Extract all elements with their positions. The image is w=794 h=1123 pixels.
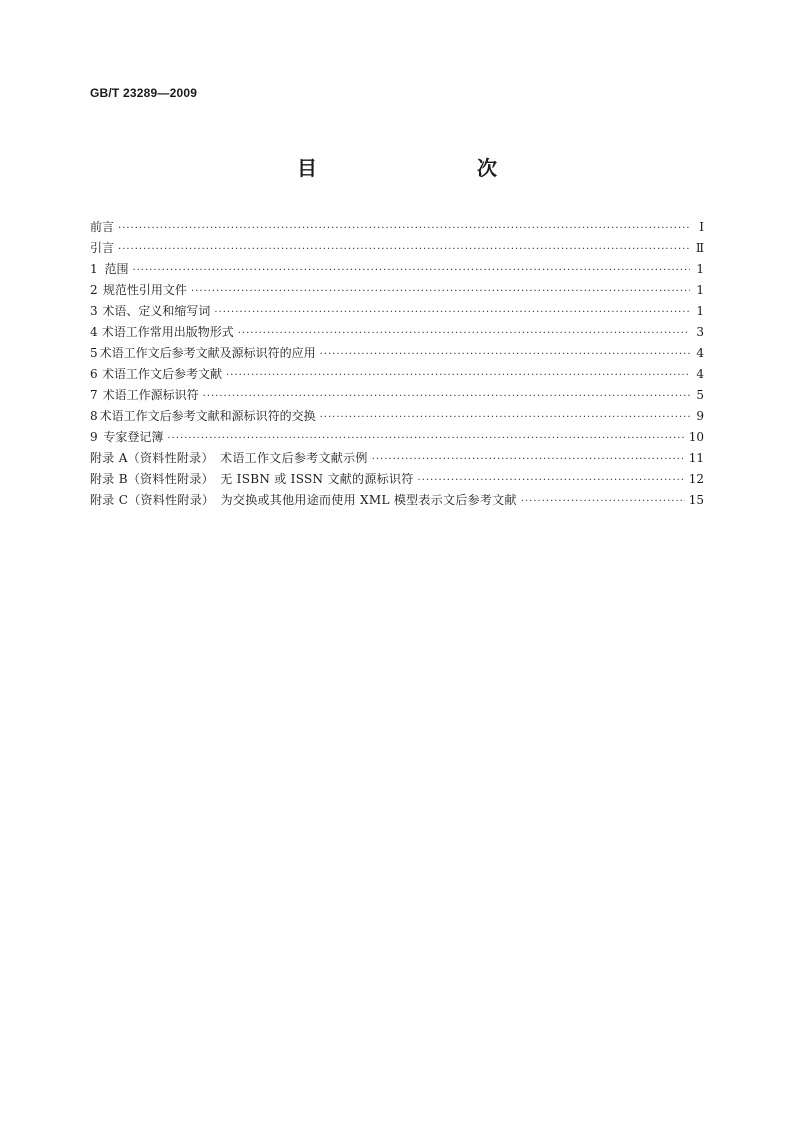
toc-entry-page: 9 [696, 409, 704, 423]
toc-entry-label: 附录 B（资料性附录） 无 ISBN 或 ISSN 文献的源标识符 [90, 472, 414, 486]
toc-entry-label: 术语工作文后参考文献及源标识符的应用 [99, 346, 316, 360]
toc-entry-bibliographic-references[interactable] [90, 364, 704, 385]
toc-leader-dots [191, 281, 690, 302]
toc-entry-expert-register[interactable] [90, 427, 704, 448]
toc-entry-label: 范围 [104, 262, 129, 276]
toc-entry-normative-references[interactable] [90, 280, 704, 301]
toc-entry-label: 前言 [90, 220, 115, 234]
toc-leader-dots [203, 386, 690, 407]
toc-entry-label: 术语工作常用出版物形式 [101, 325, 234, 339]
toc-leader-dots [320, 407, 690, 428]
toc-leader-dots [418, 470, 685, 491]
toc-entry-exchange[interactable] [90, 406, 704, 427]
toc-entry-label: 专家登记簿 [103, 430, 164, 444]
toc-entry-page: 1 [696, 262, 704, 276]
toc-entry-scope[interactable] [90, 259, 704, 280]
toc-entry-page: 1 [696, 304, 704, 318]
toc-entry-page: 15 [688, 493, 704, 507]
toc-leader-dots [320, 344, 690, 365]
toc-entry-label: 附录 C（资料性附录） 为交换或其他用途而使用 XML 模型表示文后参考文献 [90, 493, 517, 507]
toc-leader-dots [118, 239, 690, 260]
toc-entry-number: 3 [90, 304, 98, 318]
toc-entry-page: 1 [696, 283, 704, 297]
toc-entry-annex-b[interactable] [90, 469, 704, 490]
toc-entry-label: 术语工作文后参考文献和源标识符的交换 [99, 409, 316, 423]
toc-entry-page: 12 [688, 472, 704, 486]
toc-leader-dots [214, 302, 690, 323]
toc-entry-page: Ⅰ [699, 220, 704, 234]
toc-entry-introduction[interactable] [90, 238, 704, 259]
toc-entry-terms-definitions[interactable] [90, 301, 704, 322]
toc-entry-source-identifiers[interactable] [90, 385, 704, 406]
toc-entry-number: 4 [90, 325, 98, 339]
toc-leader-dots [521, 491, 685, 512]
toc-entry-page: Ⅱ [695, 241, 704, 255]
table-of-contents [90, 217, 704, 511]
toc-entry-annex-c[interactable] [90, 490, 704, 511]
toc-entry-number: 9 [90, 430, 98, 444]
standard-id-header: GB/T 23289—2009 [90, 86, 198, 100]
toc-entry-number: 1 [90, 262, 98, 276]
toc-entry-label: 术语、定义和缩写词 [102, 304, 211, 318]
toc-entry-page: 10 [688, 430, 704, 444]
toc-entry-label: 术语工作文后参考文献 [102, 367, 223, 381]
toc-entry-page: 4 [696, 346, 704, 360]
toc-entry-number: 6 [90, 367, 98, 381]
toc-entry-label: 引言 [90, 241, 115, 255]
toc-entry-page: 11 [688, 451, 704, 465]
toc-entry-application[interactable] [90, 343, 704, 364]
toc-leader-dots [167, 428, 684, 449]
toc-entry-label: 术语工作源标识符 [102, 388, 199, 402]
toc-entry-number: 5 [90, 346, 98, 360]
page-title: 目 次 [297, 156, 537, 180]
toc-entry-annex-a[interactable] [90, 448, 704, 469]
toc-entry-page: 4 [696, 367, 704, 381]
toc-entry-foreword[interactable] [90, 217, 704, 238]
toc-entry-label: 附录 A（资料性附录） 术语工作文后参考文献示例 [90, 451, 368, 465]
toc-entry-number: 8 [90, 409, 98, 423]
toc-entry-number: 2 [90, 283, 98, 297]
toc-leader-dots [226, 365, 690, 386]
toc-entry-page: 5 [696, 388, 704, 402]
toc-entry-number: 7 [90, 388, 98, 402]
toc-entry-page: 3 [696, 325, 704, 339]
toc-leader-dots [132, 260, 690, 281]
toc-leader-dots [372, 449, 685, 470]
toc-leader-dots [118, 218, 690, 239]
toc-entry-label: 规范性引用文件 [102, 283, 187, 297]
toc-entry-publication-forms[interactable] [90, 322, 704, 343]
toc-leader-dots [238, 323, 690, 344]
